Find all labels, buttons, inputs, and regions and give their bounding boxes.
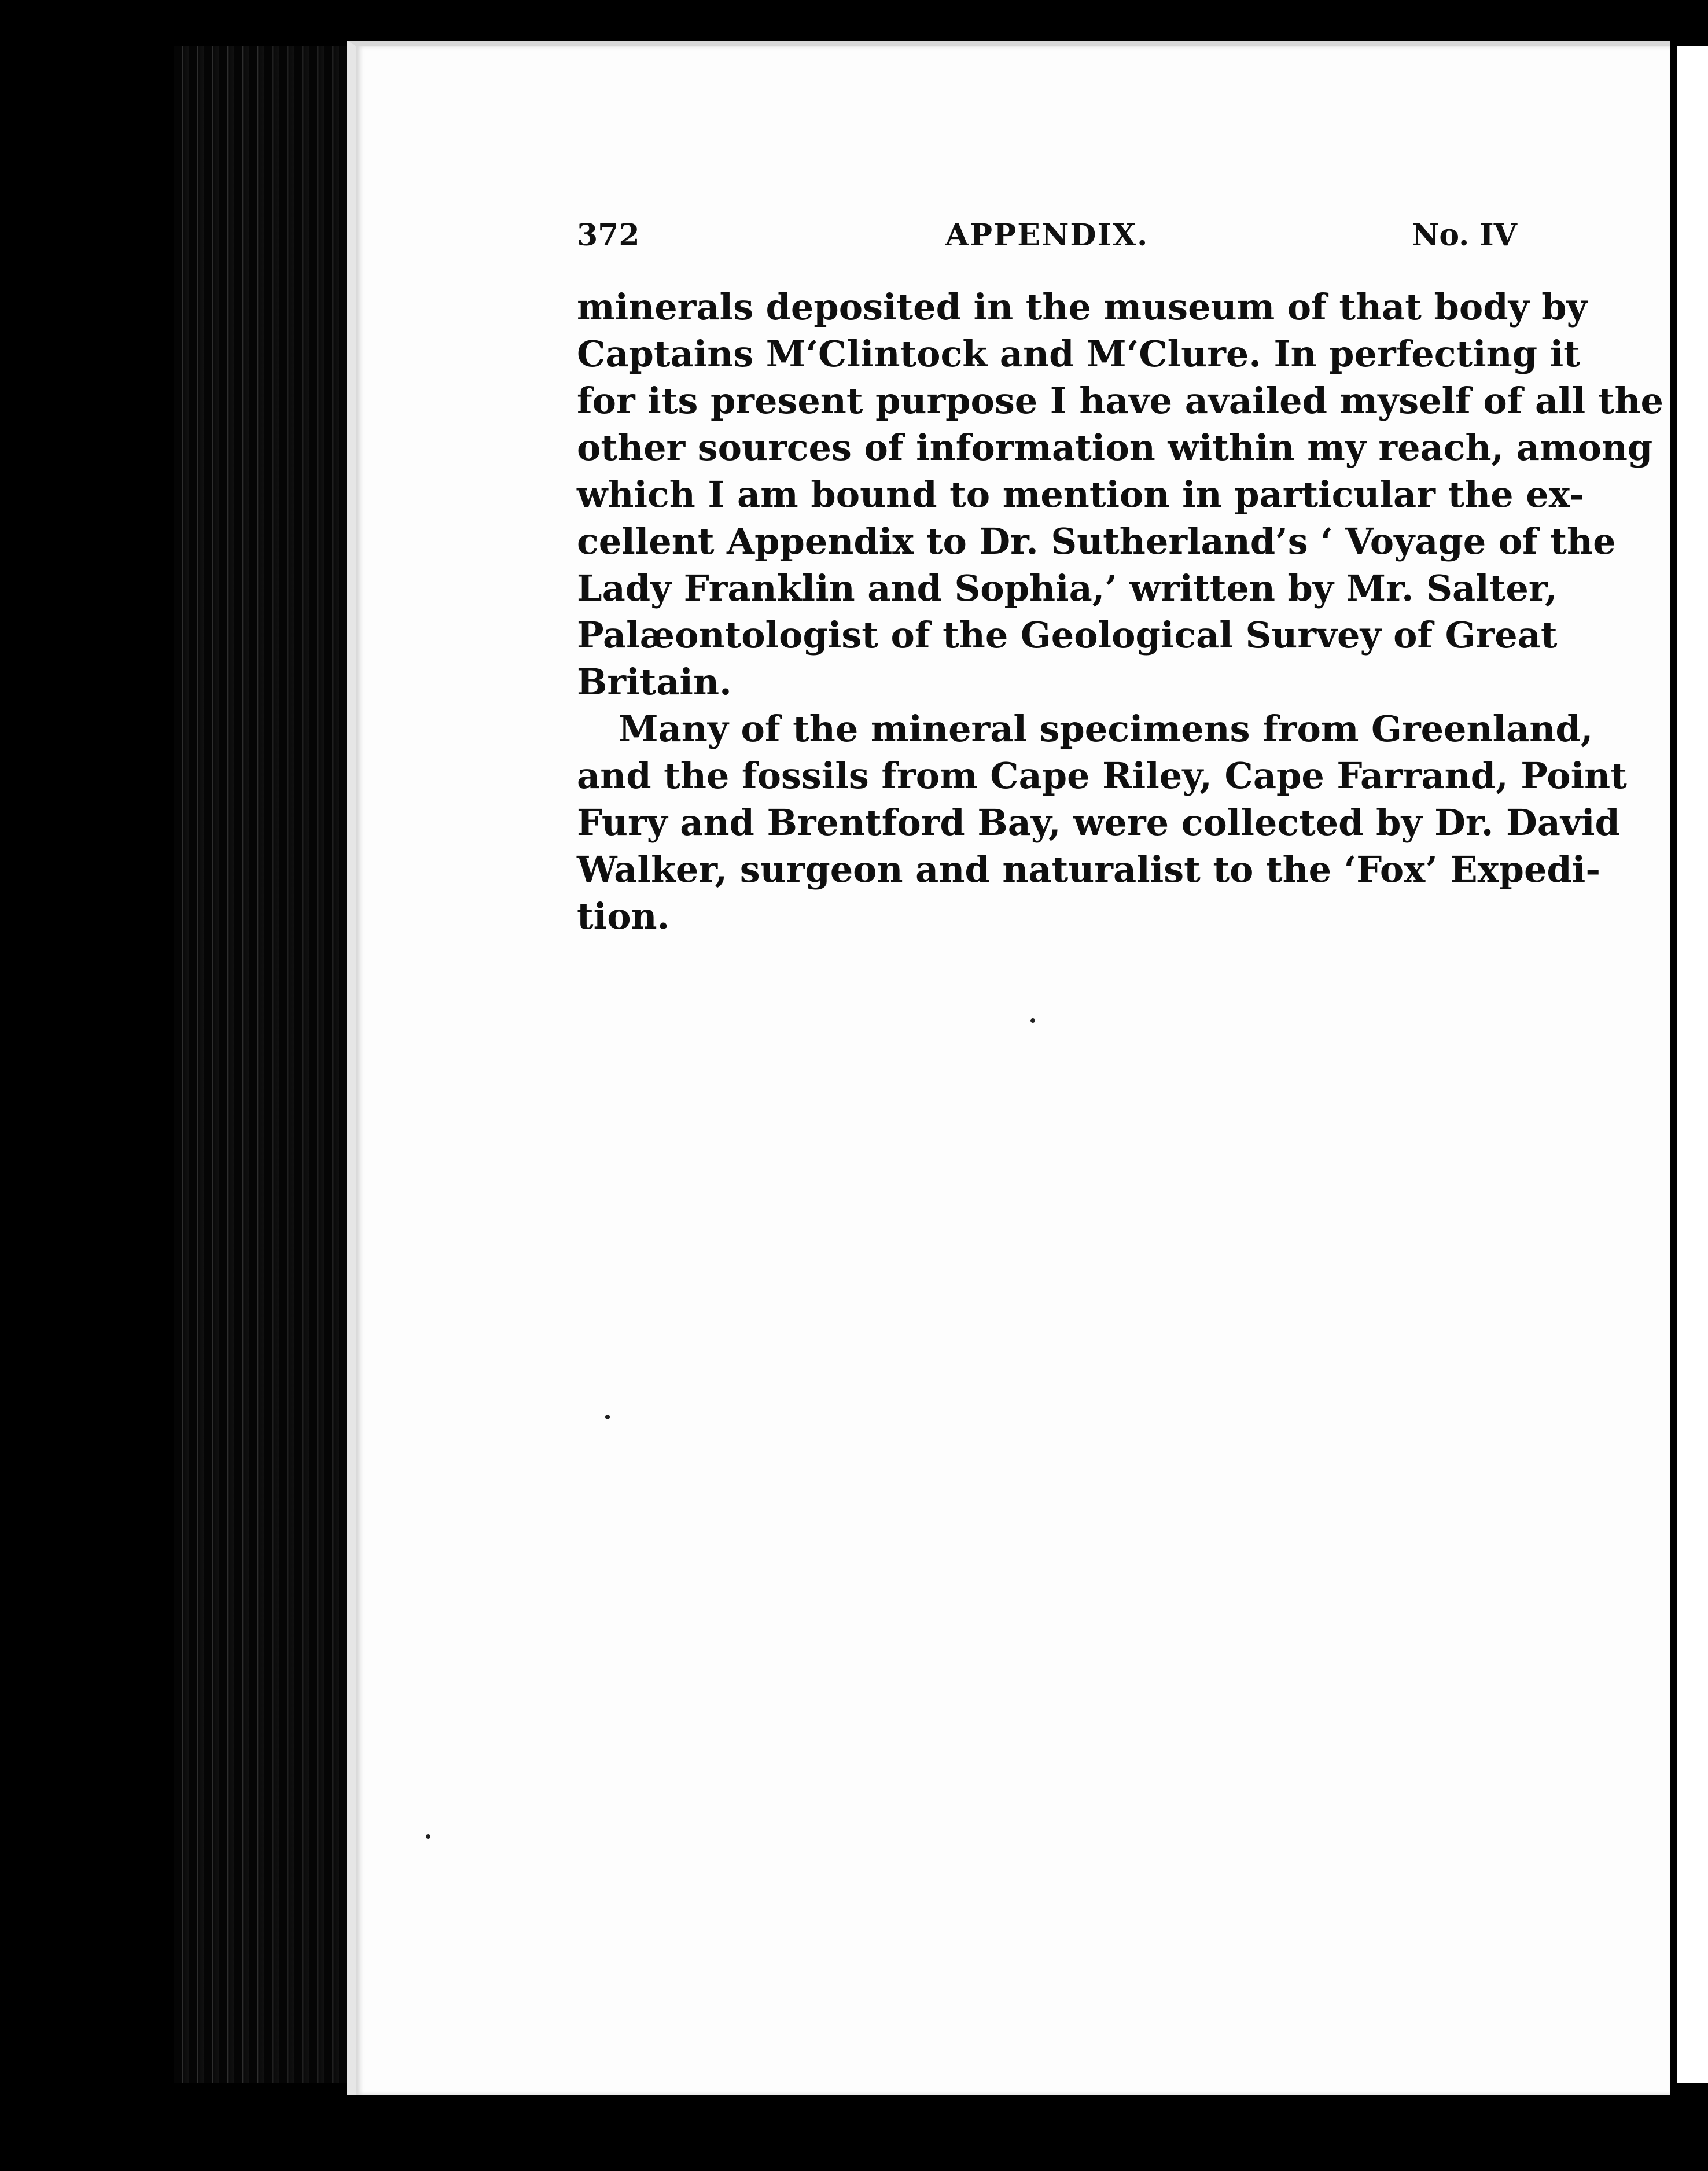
text-line: minerals deposited in the museum of that body by <box>577 286 1588 328</box>
paragraph-1 <box>577 284 1663 705</box>
book-page <box>347 41 1670 2095</box>
paper-speck <box>1030 1018 1035 1023</box>
paper-speck <box>605 1415 610 1419</box>
text-line: Many of the mineral specimens from Greenland, <box>619 708 1593 750</box>
text-line: Lady Franklin and Sophia,’ written by Mr. Salter, <box>577 567 1558 609</box>
text-line: which I am bound to mention in particular the ex- <box>577 473 1585 516</box>
text-line: tion. <box>577 895 670 937</box>
body-text <box>577 284 1663 940</box>
paper-speck <box>426 1834 430 1839</box>
text-line: and the fossils from Cape Riley, Cape Farrand, Point <box>577 755 1627 797</box>
section-title: APPENDIX. <box>945 218 1149 253</box>
text-line: Palæontologist of the Geological Survey of Great <box>577 614 1558 656</box>
text-line: Captains M‘Clintock and M‘Clure. In perfecting it <box>577 333 1580 375</box>
book-page-edges <box>174 46 359 2083</box>
text-line: Fury and Brentford Bay, were collected by Dr. David <box>577 801 1620 844</box>
page-number: 372 <box>577 218 640 253</box>
text-line: for its present purpose I have availed myself of all the <box>577 380 1663 422</box>
running-head <box>577 218 1517 275</box>
text-line: other sources of information within my reach, among <box>577 426 1653 469</box>
text-line: Walker, surgeon and naturalist to the ‘Fox’ Expedi- <box>577 848 1601 891</box>
section-reference: No. IV <box>1411 218 1517 253</box>
facing-page-edge <box>1672 46 1708 2083</box>
text-line: Britain. <box>577 661 732 703</box>
text-line: cellent Appendix to Dr. Sutherland’s ‘ Voyage of the <box>577 520 1616 562</box>
paragraph-2 <box>577 705 1627 940</box>
